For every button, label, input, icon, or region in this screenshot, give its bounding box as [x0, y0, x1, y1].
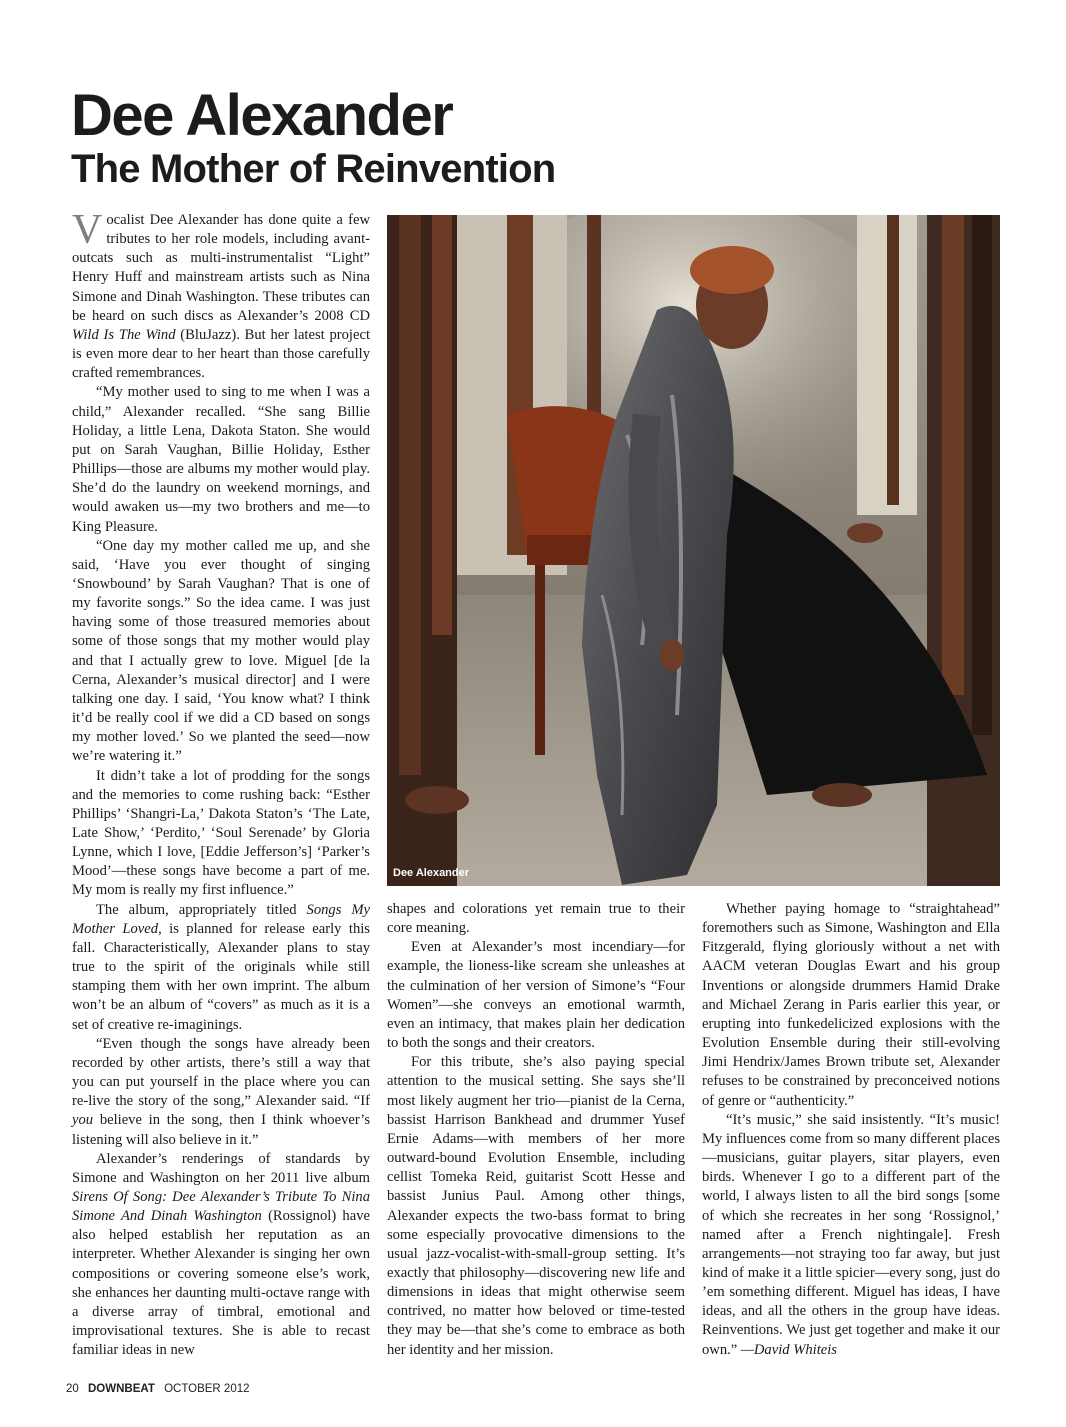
paragraph: The album, appropriately titled Songs My Mother Loved, is planned for release early this fall. Characteristically, Alexander plans to stay true to the spirit of the originals while still stamping them with her own imprint. The album won’t be an album of “covers” as much as it is a set of creative re-imaginings.	[72, 901, 370, 1033]
page-footer	[66, 1383, 256, 1395]
page-number: 20	[66, 1383, 79, 1395]
paragraph: Whether paying homage to “straightahead” foremothers such as Simone, Washington and Ella Fitzgerald, flying gloriously without a net with AACM veteran Douglas Ewart and his group Inventions or alongside drummers Hamid Drake and Michael Zerang in Paris earlier this year, or erupting into funkedelicized explosions with the Evolution Ensemble during their still-evolving Jimi Hendrix/James Brown tribute set, Alexander refuses to be constrained by preconceived notions of genre or “authenticity.”	[702, 901, 1000, 1109]
paragraph: Even at Alexander’s most incendiary—for example, the lioness-like scream she unleashes at the culmination of her version of Simone’s “Four Women”—she conveys an emotional warmth, even an intimacy, that makes plain her dedication to both the songs and their creators.	[387, 939, 685, 1052]
issue-date: OCTOBER 2012	[164, 1383, 250, 1395]
article-subtitle: The Mother of Reinvention	[71, 147, 556, 191]
article-column-1	[72, 207, 370, 1360]
paragraph: “Even though the songs have already been recorded by other artists, there’s still a way that you can put yourself in the place where you can re-live the story of the song,” Alexander said. “If you believe in the song, then I think whoever’s listening will also believe in it.”	[72, 1035, 370, 1148]
paragraph: shapes and colorations yet remain true to their core meaning.	[387, 901, 685, 937]
publication-name: DOWNBEAT	[88, 1383, 155, 1395]
dee-alexander-photo	[387, 215, 1000, 886]
author-byline: —David Whiteis	[740, 1341, 837, 1358]
article-column-2	[387, 900, 685, 1360]
paragraph: “It’s music,” she said insistently. “It’s music! My influences come from so many different places—musicians, guitar players, sitar players, even birds. Whenever I go to a different part of the world, I always listen to all the bird songs [some of which she recreates in her song ‘Rossignol,’ named after a French nightingale]. Fresh arrangements—not straying too far away, but just kind of make it a little spicier—every song, just do ’em something different. Miguel has ideas, I have ideas, and all the others in the group have ideas. Reinventions. We just get together and make it our own.” —David Whiteis	[702, 1111, 1000, 1358]
drop-cap: V	[72, 207, 103, 253]
paragraph: Alexander’s renderings of standards by Simone and Washington on her 2011 live album Sirens Of Song: Dee Alexander’s Tribute To Nina Simone And Dinah Washington (Rossignol) have also helped establish her reputation as an interpreter. Whether Alexander is singing her own compositions or covering someone else’s work, she enhances her daunting multi-octave range with a diverse array of timbral, emotional and improvisational textures. She is able to recast familiar ideas in new	[72, 1150, 370, 1359]
photo-caption: Dee Alexander	[393, 867, 470, 879]
paragraph: “One day my mother called me up, and she said, ‘Have you ever thought of singing ‘Snowbound’ by Sarah Vaughan? That is one of my favorite songs.” So the idea came. I was just having some of those treasured memories about some of those songs that my mother would play and that I actually grew to love. Miguel [de la Cerna, Alexander’s musical director] and I were talking one day. I said, ‘You know what? I think it’d be really cool if we did a CD based on songs my mother loved.’ So we planted the seed—now we’re watering it.”	[72, 537, 370, 765]
article-column-3	[702, 900, 1000, 1360]
paragraph: Vocalist Dee Alexander has done quite a few tributes to her role models, including avant-outcats such as multi-instrumentalist “Light” Henry Huff and mainstream artists such as Nina Simone and Dinah Washington. These tributes can be heard on such discs as Alexander’s 2008 CD Wild Is The Wind (BluJazz). But her latest project is even more dear to her heart than those carefully crafted remembrances.	[72, 207, 370, 382]
article-title: Dee Alexander	[71, 83, 453, 148]
paragraph: It didn’t take a lot of prodding for the songs and the memories to come rushing back: “Esther Phillips’ ‘Shangri-La,’ Dakota Staton’s ‘The Late, Late Show,’ ‘Perdito,’ ‘Soul Serenade’ by Gloria Lynne, which I love, [Eddie Jefferson’s] ‘Parker’s Mood’—these songs have become a part of me. My mom is really my first influence.”	[72, 767, 370, 899]
paragraph: For this tribute, she’s also paying special attention to the musical setting. She says she’ll most likely augment her trio—pianist de la Cerna, bassist Harrison Bankhead and drummer Yusef Ernie Adams—with members of her more outward-bound Evolution Ensemble, including cellist Tomeka Reid, guitarist Scott Hesse and bassist Junius Paul. Among other things, Alexander expects the two-bass format to bring some especially provocative dimensions to the usual jazz-vocalist-with-small-group setting. It’s exactly that philosophy—discovering new life and dimensions in ideas that might otherwise seem contrived, no matter how beloved or time-tested they may be—that she’s come to embrace as both her identity and her mission.	[387, 1054, 685, 1358]
paragraph: “My mother used to sing to me when I was a child,” Alexander recalled. “She sang Billie Holiday, a little Lena, Dakota Staton. She would put on Sarah Vaughan, Billie Holiday, Esther Phillips—those are albums my mother would play. She’d do the laundry on weekend mornings, and would awaken us—my two brothers and me—to King Pleasure.	[72, 384, 370, 535]
